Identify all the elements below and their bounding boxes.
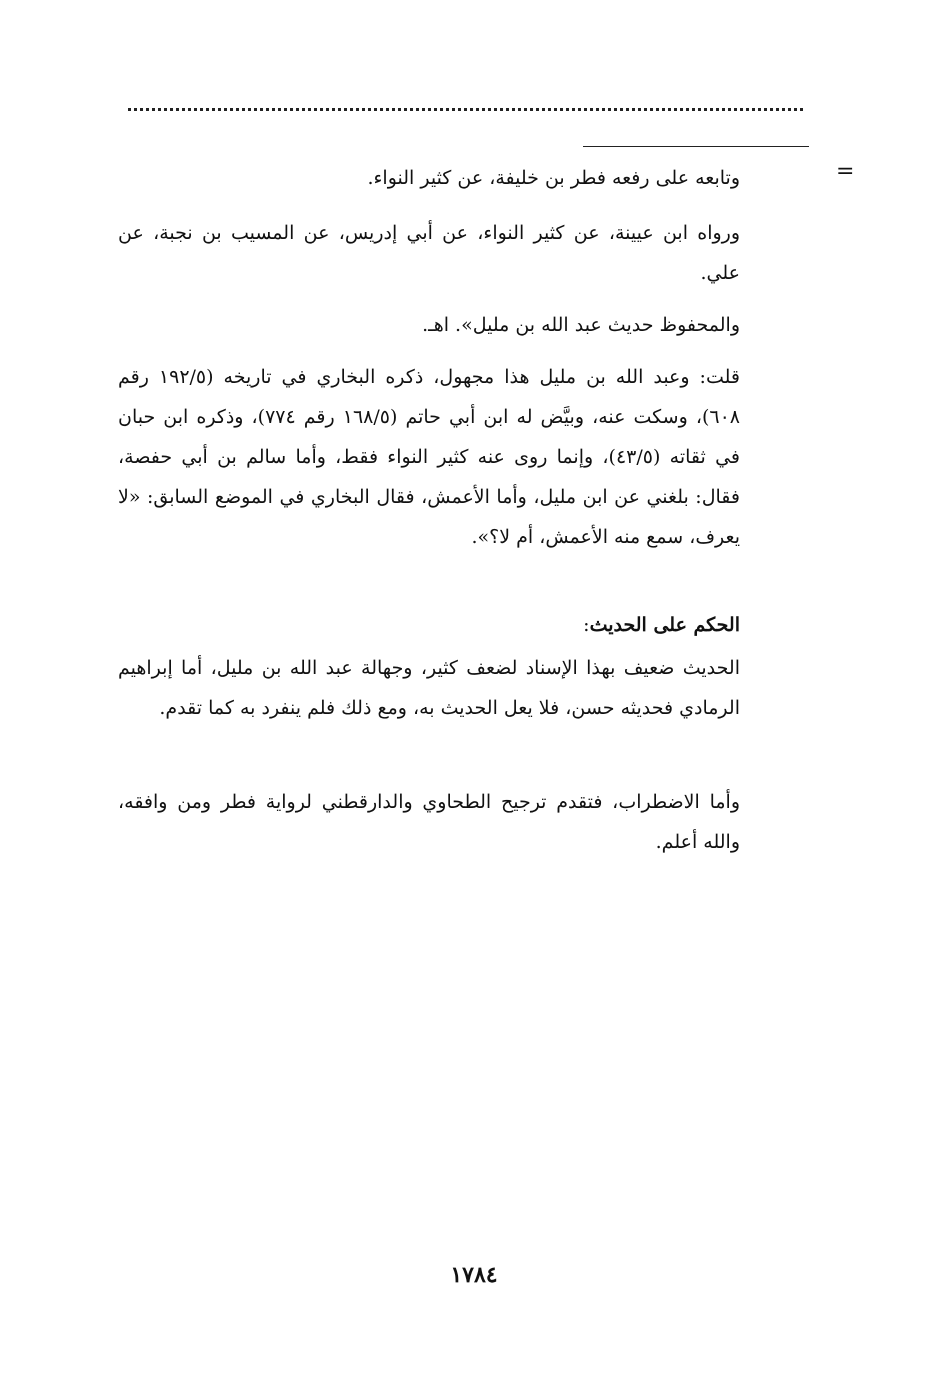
heading-colon: :	[583, 614, 590, 636]
paragraph-text: وأما الاضطراب، فتقدم ترجيح الطحاوي والدارقطني لرواية فطر ومن وافقه، والله أعلم.	[118, 791, 740, 853]
paragraph-2	[118, 213, 740, 293]
dotted-separator	[128, 108, 803, 111]
paragraph-3	[118, 305, 740, 345]
paragraph-1	[118, 158, 740, 198]
heading-text: الحكم على الحديث	[589, 614, 740, 636]
paragraph-text: الحديث ضعيف بهذا الإسناد لضعف كثير، وجهالة عبد الله بن مليل، أما إبراهيم الرمادي فحديثه حسن، فلا يعل الحديث به، ومع ذلك فلم ينفرد به كما تقدم.	[118, 657, 740, 719]
page-number: ١٧٨٤	[450, 1262, 498, 1288]
paragraph-text: قلت: وعبد الله بن مليل هذا مجهول، ذكره البخاري في تاريخه (١٩٢/٥ رقم ٦٠٨)، وسكت عنه، وبيَّض له ابن أبي حاتم (١٦٨/٥ رقم ٧٧٤)، وذكره ابن حبان في ثقاته (٤٣/٥)، وإنما روى عنه كثير النواء فقط، وأما سالم بن أبي حفصة، فقال: بلغني عن ابن مليل، وأما الأعمش، فقال البخاري في الموضع السابق: «لا يعرف، سمع منه الأعمش، أم لا؟».	[118, 366, 740, 548]
section-heading	[118, 605, 740, 645]
paragraph-5	[118, 648, 740, 728]
continuation-mark: =	[836, 159, 855, 184]
paragraph-text: ورواه ابن عيينة، عن كثير النواء، عن أبي إدريس، عن المسيب بن نجبة، عن علي.	[118, 222, 740, 284]
paragraph-text: والمحفوظ حديث عبد الله بن مليل». اهـ.	[422, 314, 740, 336]
paragraph-4	[118, 357, 740, 557]
paragraph-6	[118, 782, 740, 862]
footnote-rule	[583, 146, 809, 147]
paragraph-text: وتابعه على رفعه فطر بن خليفة، عن كثير النواء.	[367, 167, 740, 189]
